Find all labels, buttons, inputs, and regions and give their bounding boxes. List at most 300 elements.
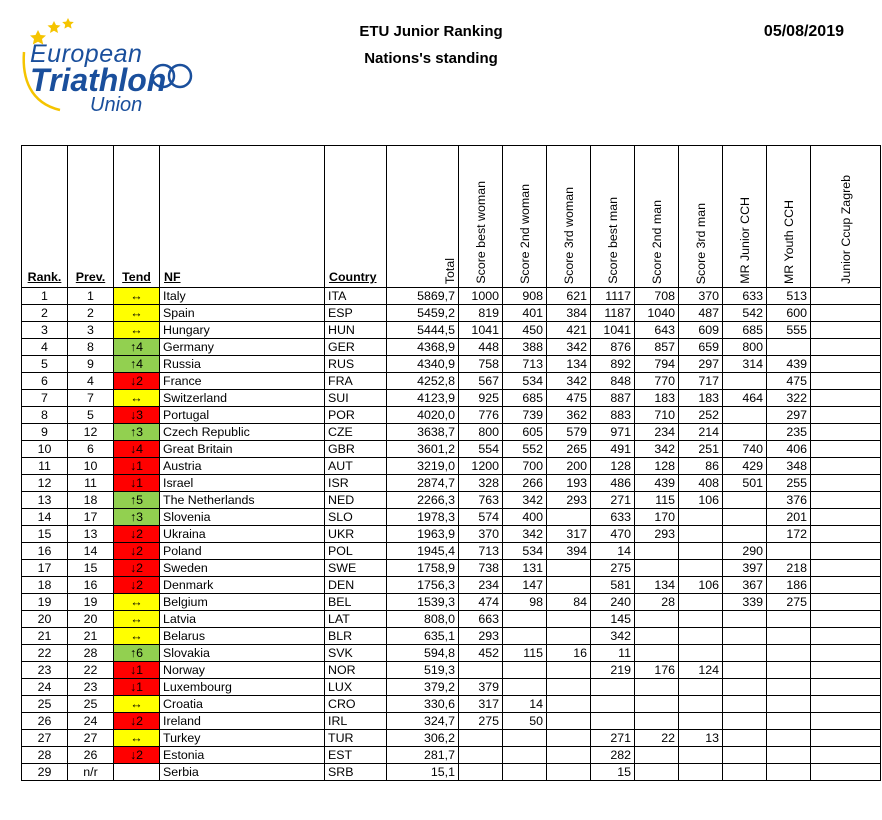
cell-junior-ccup-zagreb: [811, 611, 881, 628]
cell-mr-junior-cch: 685: [723, 322, 767, 339]
cell-score-3rd-man: 408: [679, 475, 723, 492]
cell-total: 594,8: [387, 645, 459, 662]
cell-score-2nd-man: 643: [635, 322, 679, 339]
cell-score-3rd-woman: 475: [547, 390, 591, 407]
cell-score-2nd-man: 170: [635, 509, 679, 526]
table-row: [22, 611, 881, 628]
cell-score-best-man: 892: [591, 356, 635, 373]
cell-score-2nd-man: 234: [635, 424, 679, 441]
cell-mr-junior-cch: 314: [723, 356, 767, 373]
cell-mr-junior-cch: 367: [723, 577, 767, 594]
cell-score-best-man: 240: [591, 594, 635, 611]
cell-score-2nd-man: 857: [635, 339, 679, 356]
cell-tend: ↓4: [114, 441, 160, 458]
table-row: [22, 492, 881, 509]
cell-total: 1963,9: [387, 526, 459, 543]
cell-score-2nd-woman: [503, 764, 547, 781]
cell-score-3rd-woman: [547, 730, 591, 747]
cell-score-best-woman: 474: [459, 594, 503, 611]
table-row: [22, 441, 881, 458]
table-row: [22, 322, 881, 339]
cell-score-3rd-man: [679, 628, 723, 645]
cell-tend: ↔: [114, 628, 160, 645]
cell-tend: ↓1: [114, 458, 160, 475]
cell-mr-junior-cch: [723, 492, 767, 509]
cell-rank: 7: [22, 390, 68, 407]
cell-mr-junior-cch: [723, 611, 767, 628]
cell-prev: 22: [68, 662, 114, 679]
page-subtitle: Nations's standing: [364, 50, 498, 67]
cell-prev: 23: [68, 679, 114, 696]
cell-score-3rd-woman: 579: [547, 424, 591, 441]
cell-total: 2874,7: [387, 475, 459, 492]
cell-score-2nd-woman: 450: [503, 322, 547, 339]
cell-score-best-man: 11: [591, 645, 635, 662]
cell-score-2nd-woman: 342: [503, 492, 547, 509]
cell-score-3rd-man: [679, 526, 723, 543]
cell-prev: 10: [68, 458, 114, 475]
cell-mr-youth-cch: 297: [767, 407, 811, 424]
cell-junior-ccup-zagreb: [811, 305, 881, 322]
cell-score-best-woman: 776: [459, 407, 503, 424]
cell-score-2nd-woman: 552: [503, 441, 547, 458]
table-row: [22, 577, 881, 594]
cell-score-best-man: 1117: [591, 288, 635, 305]
cell-score-2nd-man: 1040: [635, 305, 679, 322]
cell-score-best-woman: 379: [459, 679, 503, 696]
column-header-mr-junior-cch: [723, 146, 767, 288]
cell-mr-youth-cch: [767, 339, 811, 356]
cell-rank: 5: [22, 356, 68, 373]
cell-score-3rd-man: [679, 696, 723, 713]
cell-mr-youth-cch: 255: [767, 475, 811, 492]
cell-score-2nd-man: [635, 696, 679, 713]
cell-total: 3219,0: [387, 458, 459, 475]
table-row: [22, 509, 881, 526]
cell-mr-junior-cch: [723, 645, 767, 662]
cell-rank: 25: [22, 696, 68, 713]
cell-nf: Turkey: [160, 730, 325, 747]
cell-tend: ↔: [114, 305, 160, 322]
cell-score-best-man: 14: [591, 543, 635, 560]
cell-mr-junior-cch: [723, 509, 767, 526]
cell-score-2nd-woman: 700: [503, 458, 547, 475]
cell-score-3rd-man: 609: [679, 322, 723, 339]
cell-prev: 1: [68, 288, 114, 305]
cell-rank: 6: [22, 373, 68, 390]
cell-junior-ccup-zagreb: [811, 390, 881, 407]
cell-tend: ↑3: [114, 509, 160, 526]
cell-score-best-woman: 275: [459, 713, 503, 730]
cell-score-best-woman: 574: [459, 509, 503, 526]
cell-prev: 25: [68, 696, 114, 713]
cell-score-best-man: 342: [591, 628, 635, 645]
cell-total: 4020,0: [387, 407, 459, 424]
cell-nf: Slovakia: [160, 645, 325, 662]
cell-nf: Slovenia: [160, 509, 325, 526]
cell-score-3rd-woman: [547, 611, 591, 628]
cell-country: POR: [325, 407, 387, 424]
cell-mr-junior-cch: [723, 373, 767, 390]
cell-score-3rd-woman: 293: [547, 492, 591, 509]
cell-mr-junior-cch: [723, 407, 767, 424]
cell-score-2nd-man: [635, 628, 679, 645]
cell-prev: 8: [68, 339, 114, 356]
cell-score-2nd-woman: 147: [503, 577, 547, 594]
cell-country: CRO: [325, 696, 387, 713]
cell-country: SUI: [325, 390, 387, 407]
page-title: ETU Junior Ranking: [359, 23, 503, 40]
cell-junior-ccup-zagreb: [811, 713, 881, 730]
cell-country: SRB: [325, 764, 387, 781]
cell-score-best-woman: 1041: [459, 322, 503, 339]
cell-score-2nd-man: [635, 543, 679, 560]
cell-score-2nd-woman: [503, 628, 547, 645]
cell-score-best-woman: 713: [459, 543, 503, 560]
column-header-label: Score 3rd woman: [561, 186, 576, 284]
cell-total: 324,7: [387, 713, 459, 730]
cell-rank: 3: [22, 322, 68, 339]
cell-mr-youth-cch: 439: [767, 356, 811, 373]
cell-score-2nd-woman: 98: [503, 594, 547, 611]
cell-mr-youth-cch: 172: [767, 526, 811, 543]
column-header-label: Junior Ccup Zagreb: [838, 175, 853, 284]
table-row: [22, 407, 881, 424]
cell-tend: ↑3: [114, 424, 160, 441]
column-header-mr-youth-cch: [767, 146, 811, 288]
cell-total: 1758,9: [387, 560, 459, 577]
table-row: [22, 747, 881, 764]
cell-rank: 29: [22, 764, 68, 781]
cell-rank: 12: [22, 475, 68, 492]
table-row: [22, 305, 881, 322]
cell-score-3rd-man: 214: [679, 424, 723, 441]
header-row: [22, 146, 881, 288]
logo-ring-icon: [169, 65, 191, 87]
cell-score-best-woman: 1200: [459, 458, 503, 475]
cell-score-3rd-man: [679, 543, 723, 560]
table-row: [22, 679, 881, 696]
cell-rank: 27: [22, 730, 68, 747]
column-header-score-best-woman: [459, 146, 503, 288]
table-row: [22, 475, 881, 492]
cell-score-best-woman: 800: [459, 424, 503, 441]
cell-nf: Croatia: [160, 696, 325, 713]
table-row: [22, 628, 881, 645]
cell-score-best-woman: 328: [459, 475, 503, 492]
cell-score-2nd-woman: [503, 611, 547, 628]
cell-prev: 21: [68, 628, 114, 645]
cell-score-best-man: [591, 713, 635, 730]
column-header-label: Total: [443, 257, 457, 284]
cell-mr-junior-cch: [723, 662, 767, 679]
cell-score-2nd-woman: 342: [503, 526, 547, 543]
cell-country: BEL: [325, 594, 387, 611]
cell-score-3rd-man: 106: [679, 492, 723, 509]
cell-nf: Hungary: [160, 322, 325, 339]
cell-score-2nd-woman: 266: [503, 475, 547, 492]
cell-country: HUN: [325, 322, 387, 339]
cell-score-best-woman: 758: [459, 356, 503, 373]
cell-junior-ccup-zagreb: [811, 594, 881, 611]
cell-nf: Ireland: [160, 713, 325, 730]
cell-score-best-woman: [459, 730, 503, 747]
cell-rank: 1: [22, 288, 68, 305]
cell-tend: ↔: [114, 611, 160, 628]
cell-mr-junior-cch: 501: [723, 475, 767, 492]
cell-score-2nd-woman: 605: [503, 424, 547, 441]
cell-prev: 27: [68, 730, 114, 747]
cell-country: BLR: [325, 628, 387, 645]
cell-mr-youth-cch: 600: [767, 305, 811, 322]
column-header-score-3rd-man: [679, 146, 723, 288]
cell-mr-youth-cch: 235: [767, 424, 811, 441]
cell-tend: ↓2: [114, 373, 160, 390]
cell-score-best-man: 848: [591, 373, 635, 390]
cell-score-3rd-woman: 200: [547, 458, 591, 475]
cell-nf: Portugal: [160, 407, 325, 424]
cell-score-3rd-woman: [547, 560, 591, 577]
cell-score-best-man: 15: [591, 764, 635, 781]
cell-nf: Czech Republic: [160, 424, 325, 441]
cell-score-3rd-man: 86: [679, 458, 723, 475]
cell-score-3rd-man: [679, 713, 723, 730]
cell-nf: Germany: [160, 339, 325, 356]
cell-rank: 15: [22, 526, 68, 543]
column-header-junior-ccup-zagreb: [811, 146, 881, 288]
cell-tend: ↔: [114, 322, 160, 339]
cell-nf: Israel: [160, 475, 325, 492]
cell-tend: ↑4: [114, 339, 160, 356]
column-header-total: [387, 146, 459, 288]
cell-score-3rd-man: [679, 747, 723, 764]
cell-mr-junior-cch: 290: [723, 543, 767, 560]
cell-score-2nd-woman: [503, 679, 547, 696]
cell-mr-youth-cch: [767, 611, 811, 628]
logo-text-line2: Triathlon: [30, 62, 167, 98]
cell-tend: ↓1: [114, 679, 160, 696]
cell-score-3rd-woman: [547, 764, 591, 781]
cell-score-2nd-woman: 388: [503, 339, 547, 356]
cell-tend: ↑5: [114, 492, 160, 509]
cell-junior-ccup-zagreb: [811, 730, 881, 747]
cell-junior-ccup-zagreb: [811, 543, 881, 560]
cell-country: DEN: [325, 577, 387, 594]
cell-nf: Norway: [160, 662, 325, 679]
cell-mr-youth-cch: [767, 730, 811, 747]
cell-total: 4123,9: [387, 390, 459, 407]
column-header-score-2nd-woman: [503, 146, 547, 288]
table-row: [22, 373, 881, 390]
logo-text-line3: Union: [90, 94, 143, 116]
cell-mr-youth-cch: [767, 764, 811, 781]
cell-score-3rd-man: [679, 611, 723, 628]
cell-mr-youth-cch: 475: [767, 373, 811, 390]
cell-score-best-man: 145: [591, 611, 635, 628]
cell-score-2nd-man: 293: [635, 526, 679, 543]
cell-score-2nd-woman: [503, 747, 547, 764]
cell-tend: ↓2: [114, 560, 160, 577]
table-row: [22, 356, 881, 373]
cell-prev: 14: [68, 543, 114, 560]
cell-score-3rd-woman: 265: [547, 441, 591, 458]
cell-tend: ↔: [114, 730, 160, 747]
cell-junior-ccup-zagreb: [811, 509, 881, 526]
cell-nf: Switzerland: [160, 390, 325, 407]
cell-country: UKR: [325, 526, 387, 543]
cell-mr-junior-cch: [723, 679, 767, 696]
cell-nf: Poland: [160, 543, 325, 560]
cell-score-best-woman: 567: [459, 373, 503, 390]
column-header-label: Score 2nd woman: [517, 184, 532, 284]
table-row: [22, 730, 881, 747]
cell-score-best-man: 486: [591, 475, 635, 492]
cell-country: NED: [325, 492, 387, 509]
cell-score-best-woman: 317: [459, 696, 503, 713]
cell-score-best-woman: [459, 662, 503, 679]
cell-score-best-man: 1187: [591, 305, 635, 322]
cell-score-2nd-man: 176: [635, 662, 679, 679]
cell-country: IRL: [325, 713, 387, 730]
cell-score-2nd-woman: 908: [503, 288, 547, 305]
table-row: [22, 560, 881, 577]
cell-mr-junior-cch: [723, 764, 767, 781]
cell-tend: ↓2: [114, 543, 160, 560]
cell-nf: Russia: [160, 356, 325, 373]
cell-tend: ↔: [114, 594, 160, 611]
cell-junior-ccup-zagreb: [811, 645, 881, 662]
column-header-label: Score 3rd man: [693, 202, 708, 284]
cell-rank: 20: [22, 611, 68, 628]
cell-score-2nd-man: 128: [635, 458, 679, 475]
cell-prev: 16: [68, 577, 114, 594]
cell-total: 1945,4: [387, 543, 459, 560]
cell-rank: 14: [22, 509, 68, 526]
cell-mr-youth-cch: [767, 696, 811, 713]
cell-score-2nd-man: 794: [635, 356, 679, 373]
cell-junior-ccup-zagreb: [811, 577, 881, 594]
cell-country: FRA: [325, 373, 387, 390]
cell-score-2nd-man: [635, 611, 679, 628]
cell-prev: 4: [68, 373, 114, 390]
cell-prev: 9: [68, 356, 114, 373]
cell-total: 519,3: [387, 662, 459, 679]
cell-mr-junior-cch: [723, 713, 767, 730]
cell-score-3rd-woman: [547, 628, 591, 645]
cell-junior-ccup-zagreb: [811, 560, 881, 577]
cell-rank: 18: [22, 577, 68, 594]
cell-score-best-woman: 663: [459, 611, 503, 628]
cell-score-3rd-woman: 193: [547, 475, 591, 492]
column-header-score-3rd-woman: [547, 146, 591, 288]
cell-rank: 23: [22, 662, 68, 679]
logo-text-line1: European: [30, 40, 143, 68]
cell-tend: ↓2: [114, 526, 160, 543]
cell-score-2nd-man: [635, 747, 679, 764]
cell-total: 1756,3: [387, 577, 459, 594]
cell-score-3rd-woman: [547, 747, 591, 764]
cell-score-3rd-woman: 342: [547, 373, 591, 390]
cell-score-3rd-man: [679, 594, 723, 611]
column-header-rank: Rank.: [22, 146, 68, 288]
cell-score-3rd-woman: 16: [547, 645, 591, 662]
column-header-country: Country: [325, 146, 387, 288]
cell-score-3rd-man: [679, 560, 723, 577]
cell-prev: 5: [68, 407, 114, 424]
cell-junior-ccup-zagreb: [811, 458, 881, 475]
cell-score-3rd-man: 370: [679, 288, 723, 305]
cell-junior-ccup-zagreb: [811, 679, 881, 696]
cell-total: 5459,2: [387, 305, 459, 322]
cell-nf: Austria: [160, 458, 325, 475]
cell-score-best-man: 883: [591, 407, 635, 424]
column-header-prev: Prev.: [68, 146, 114, 288]
cell-rank: 17: [22, 560, 68, 577]
cell-score-3rd-man: [679, 509, 723, 526]
cell-nf: Ukraina: [160, 526, 325, 543]
cell-tend: ↔: [114, 390, 160, 407]
cell-mr-junior-cch: 633: [723, 288, 767, 305]
logo-star-icon: [62, 18, 74, 29]
cell-mr-junior-cch: 542: [723, 305, 767, 322]
cell-tend: ↑6: [114, 645, 160, 662]
cell-score-best-man: 275: [591, 560, 635, 577]
cell-score-3rd-man: 297: [679, 356, 723, 373]
column-header-tend: Tend: [114, 146, 160, 288]
cell-score-2nd-man: 22: [635, 730, 679, 747]
cell-score-3rd-man: 659: [679, 339, 723, 356]
cell-total: 330,6: [387, 696, 459, 713]
cell-total: 306,2: [387, 730, 459, 747]
cell-mr-youth-cch: 201: [767, 509, 811, 526]
cell-prev: 19: [68, 594, 114, 611]
cell-rank: 2: [22, 305, 68, 322]
cell-mr-junior-cch: 740: [723, 441, 767, 458]
cell-score-3rd-woman: 384: [547, 305, 591, 322]
cell-score-3rd-woman: 362: [547, 407, 591, 424]
cell-score-3rd-woman: [547, 713, 591, 730]
cell-tend: ↔: [114, 696, 160, 713]
cell-rank: 4: [22, 339, 68, 356]
cell-rank: 16: [22, 543, 68, 560]
table-row: [22, 458, 881, 475]
cell-score-2nd-woman: 534: [503, 543, 547, 560]
etu-logo: [20, 18, 200, 118]
cell-score-best-man: 633: [591, 509, 635, 526]
cell-rank: 13: [22, 492, 68, 509]
cell-tend: ↓2: [114, 577, 160, 594]
column-header-label: MR Youth CCH: [781, 199, 796, 284]
cell-junior-ccup-zagreb: [811, 424, 881, 441]
cell-score-2nd-woman: 131: [503, 560, 547, 577]
cell-mr-youth-cch: 322: [767, 390, 811, 407]
cell-score-2nd-man: 28: [635, 594, 679, 611]
cell-total: 379,2: [387, 679, 459, 696]
cell-total: 5444,5: [387, 322, 459, 339]
cell-mr-junior-cch: [723, 526, 767, 543]
cell-junior-ccup-zagreb: [811, 288, 881, 305]
cell-score-2nd-woman: 739: [503, 407, 547, 424]
cell-tend: ↓3: [114, 407, 160, 424]
cell-score-3rd-man: 13: [679, 730, 723, 747]
cell-score-2nd-man: [635, 560, 679, 577]
cell-country: RUS: [325, 356, 387, 373]
cell-mr-youth-cch: 218: [767, 560, 811, 577]
cell-nf: Serbia: [160, 764, 325, 781]
cell-score-best-man: 128: [591, 458, 635, 475]
cell-score-2nd-man: 134: [635, 577, 679, 594]
table-row: [22, 526, 881, 543]
